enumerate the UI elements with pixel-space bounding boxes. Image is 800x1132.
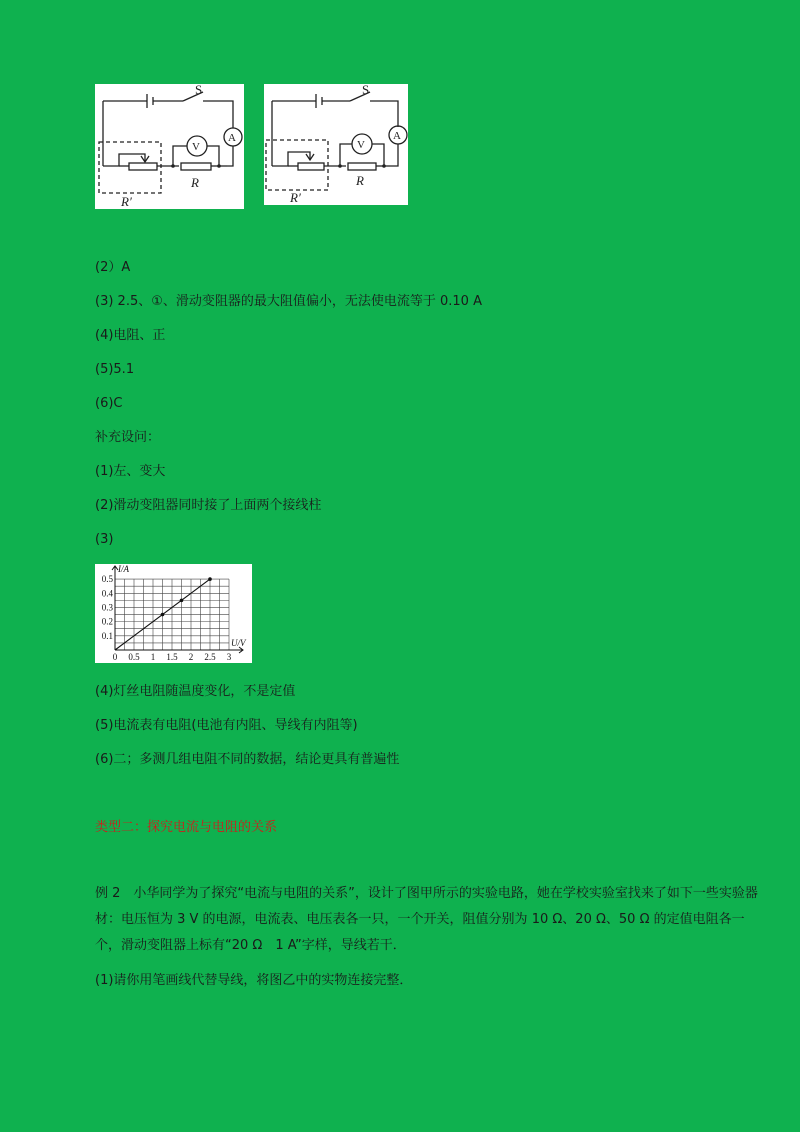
y-axis-label: I/A bbox=[118, 564, 129, 574]
question-line: (1)请你用笔画线代替导线，将图乙中的实物连接完整． bbox=[95, 973, 413, 988]
data-point bbox=[208, 577, 212, 581]
answer-line: (4)灯丝电阻随温度变化，不是定值 bbox=[95, 684, 296, 699]
circuit-diagram-2 bbox=[264, 84, 408, 205]
data-point bbox=[161, 613, 165, 617]
y-tick-label: 0.1 bbox=[101, 630, 113, 641]
x-axis-label: U/V bbox=[231, 638, 246, 648]
y-tick-label: 0.5 bbox=[101, 574, 113, 585]
x-tick-label: 1 bbox=[150, 652, 156, 662]
answer-line: 补充设问： bbox=[95, 430, 161, 445]
y-tick-label: 0.4 bbox=[101, 588, 113, 599]
ammeter-label: A bbox=[228, 132, 236, 144]
answer-line: (3) 2.5、①、滑动变阻器的最大阻值偏小，无法使电流等于 0.10 A bbox=[95, 294, 482, 309]
voltmeter-label: V bbox=[192, 141, 200, 153]
voltmeter-label: V bbox=[357, 139, 365, 151]
x-tick-label: 2 bbox=[188, 652, 194, 662]
resistor-label: R bbox=[356, 173, 364, 188]
y-tick-label: 0.2 bbox=[101, 616, 113, 627]
switch-label: S bbox=[195, 84, 203, 97]
answer-line: (5)5.1 bbox=[95, 362, 135, 377]
y-tick-label: 0.3 bbox=[101, 602, 113, 613]
data-point bbox=[180, 599, 184, 603]
answer-line: (6)二；多测几组电阻不同的数据，结论更具有普遍性 bbox=[95, 752, 400, 767]
x-tick-label: 2.5 bbox=[204, 652, 216, 662]
rheostat-label: R′ bbox=[290, 190, 301, 205]
circuit-diagram-1 bbox=[95, 84, 244, 209]
iu-graph bbox=[95, 564, 252, 663]
switch-label: S bbox=[362, 84, 370, 97]
ammeter-label: A bbox=[393, 130, 401, 142]
x-tick-label: 3 bbox=[226, 652, 232, 662]
answer-line: (5)电流表有电阻(电池有内阻、导线有内阻等) bbox=[95, 718, 358, 733]
section-heading: 类型二：探究电流与电阻的关系 bbox=[95, 820, 278, 835]
x-tick-label: 1.5 bbox=[166, 652, 178, 662]
resistor-label: R bbox=[191, 175, 199, 190]
answer-line: (2)滑动变阻器同时接了上面两个接线柱 bbox=[95, 498, 322, 513]
answer-line: (4)电阻、正 bbox=[95, 328, 166, 343]
example-paragraph: 例 2 小华同学为了探究“电流与电阻的关系”，设计了图甲所示的实验电路，她在学校实验室找来了如下一些实验器材：电压恒为 3 V 的电源，电流表、电压表各一只，一个开关，阻值分别为 10 Ω、20 Ω、50 Ω 的定值电阻各一个，滑动变阻器上标有“20 Ω 1 A”字样，导线若干． bbox=[95, 886, 758, 953]
answer-line: (3) bbox=[95, 532, 114, 547]
answer-line: (2）A bbox=[95, 260, 131, 275]
answer-line: (6)C bbox=[95, 396, 123, 411]
answer-line: (1)左、变大 bbox=[95, 464, 166, 479]
x-tick-label: 0.5 bbox=[128, 652, 140, 662]
rheostat-label: R′ bbox=[121, 194, 132, 209]
x-tick-label: 0 bbox=[112, 652, 118, 662]
